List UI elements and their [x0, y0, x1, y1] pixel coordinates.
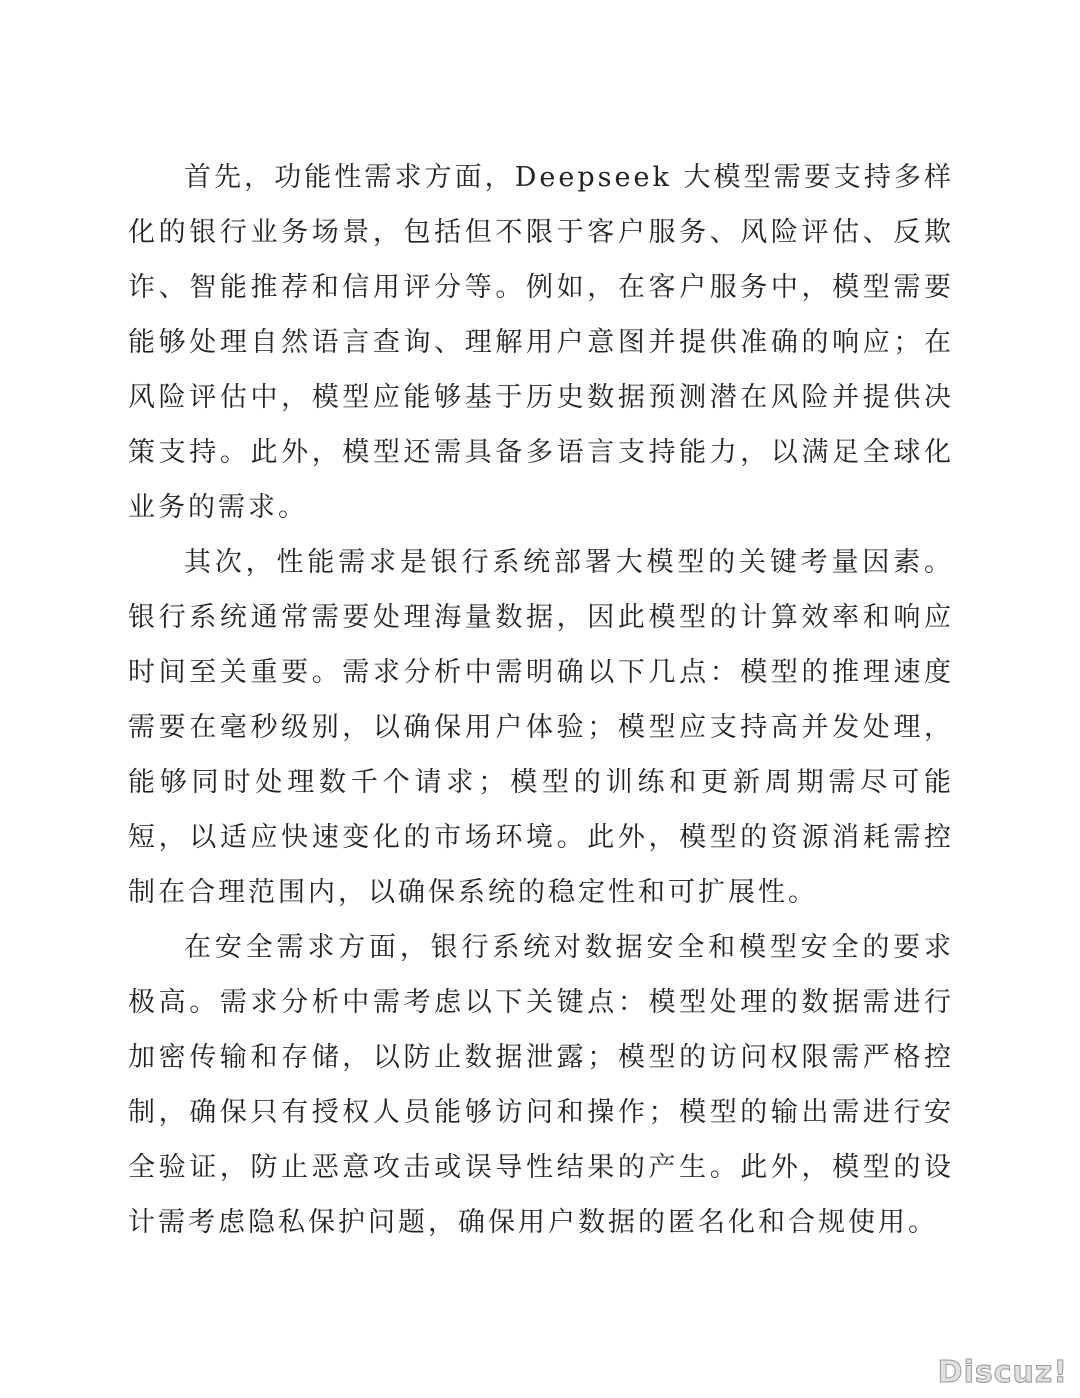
document-body: [128, 150, 954, 1250]
paragraph-performance-requirements: 其次，性能需求是银行系统部署大模型的关键考量因素。银行系统通常需要处理海量数据，因此模型的计算效率和响应时间至关重要。需求分析中需明确以下几点：模型的推理速度需要在毫秒级别，以确保用户体验；模型应支持高并发处理，能够同时处理数千个请求；模型的训练和更新周期需尽可能短，以适应快速变化的市场环境。此外，模型的资源消耗需控制在合理范围内，以确保系统的稳定性和可扩展性。: [128, 547, 954, 908]
paragraph-security-requirements: 在安全需求方面，银行系统对数据安全和模型安全的要求极高。需求分析中需考虑以下关键点：模型处理的数据需进行加密传输和存储，以防止数据泄露；模型的访问权限需严格控制，确保只有授权人员能够访问和操作；模型的输出需进行安全验证，防止恶意攻击或误导性结果的产生。此外，模型的设计需考虑隐私保护问题，确保用户数据的匿名化和合规使用。: [128, 932, 954, 1238]
paragraph-functional-requirements: 首先，功能性需求方面，Deepseek 大模型需要支持多样化的银行业务场景，包括但不限于客户服务、风险评估、反欺诈、智能推荐和信用评分等。例如，在客户服务中，模型需要能够处理自然语言查询、理解用户意图并提供准确的响应；在风险评估中，模型应能够基于历史数据预测潜在风险并提供决策支持。此外，模型还需具备多语言支持能力，以满足全球化业务的需求。: [128, 162, 954, 523]
watermark-logo: Discuz!: [937, 1355, 1068, 1390]
